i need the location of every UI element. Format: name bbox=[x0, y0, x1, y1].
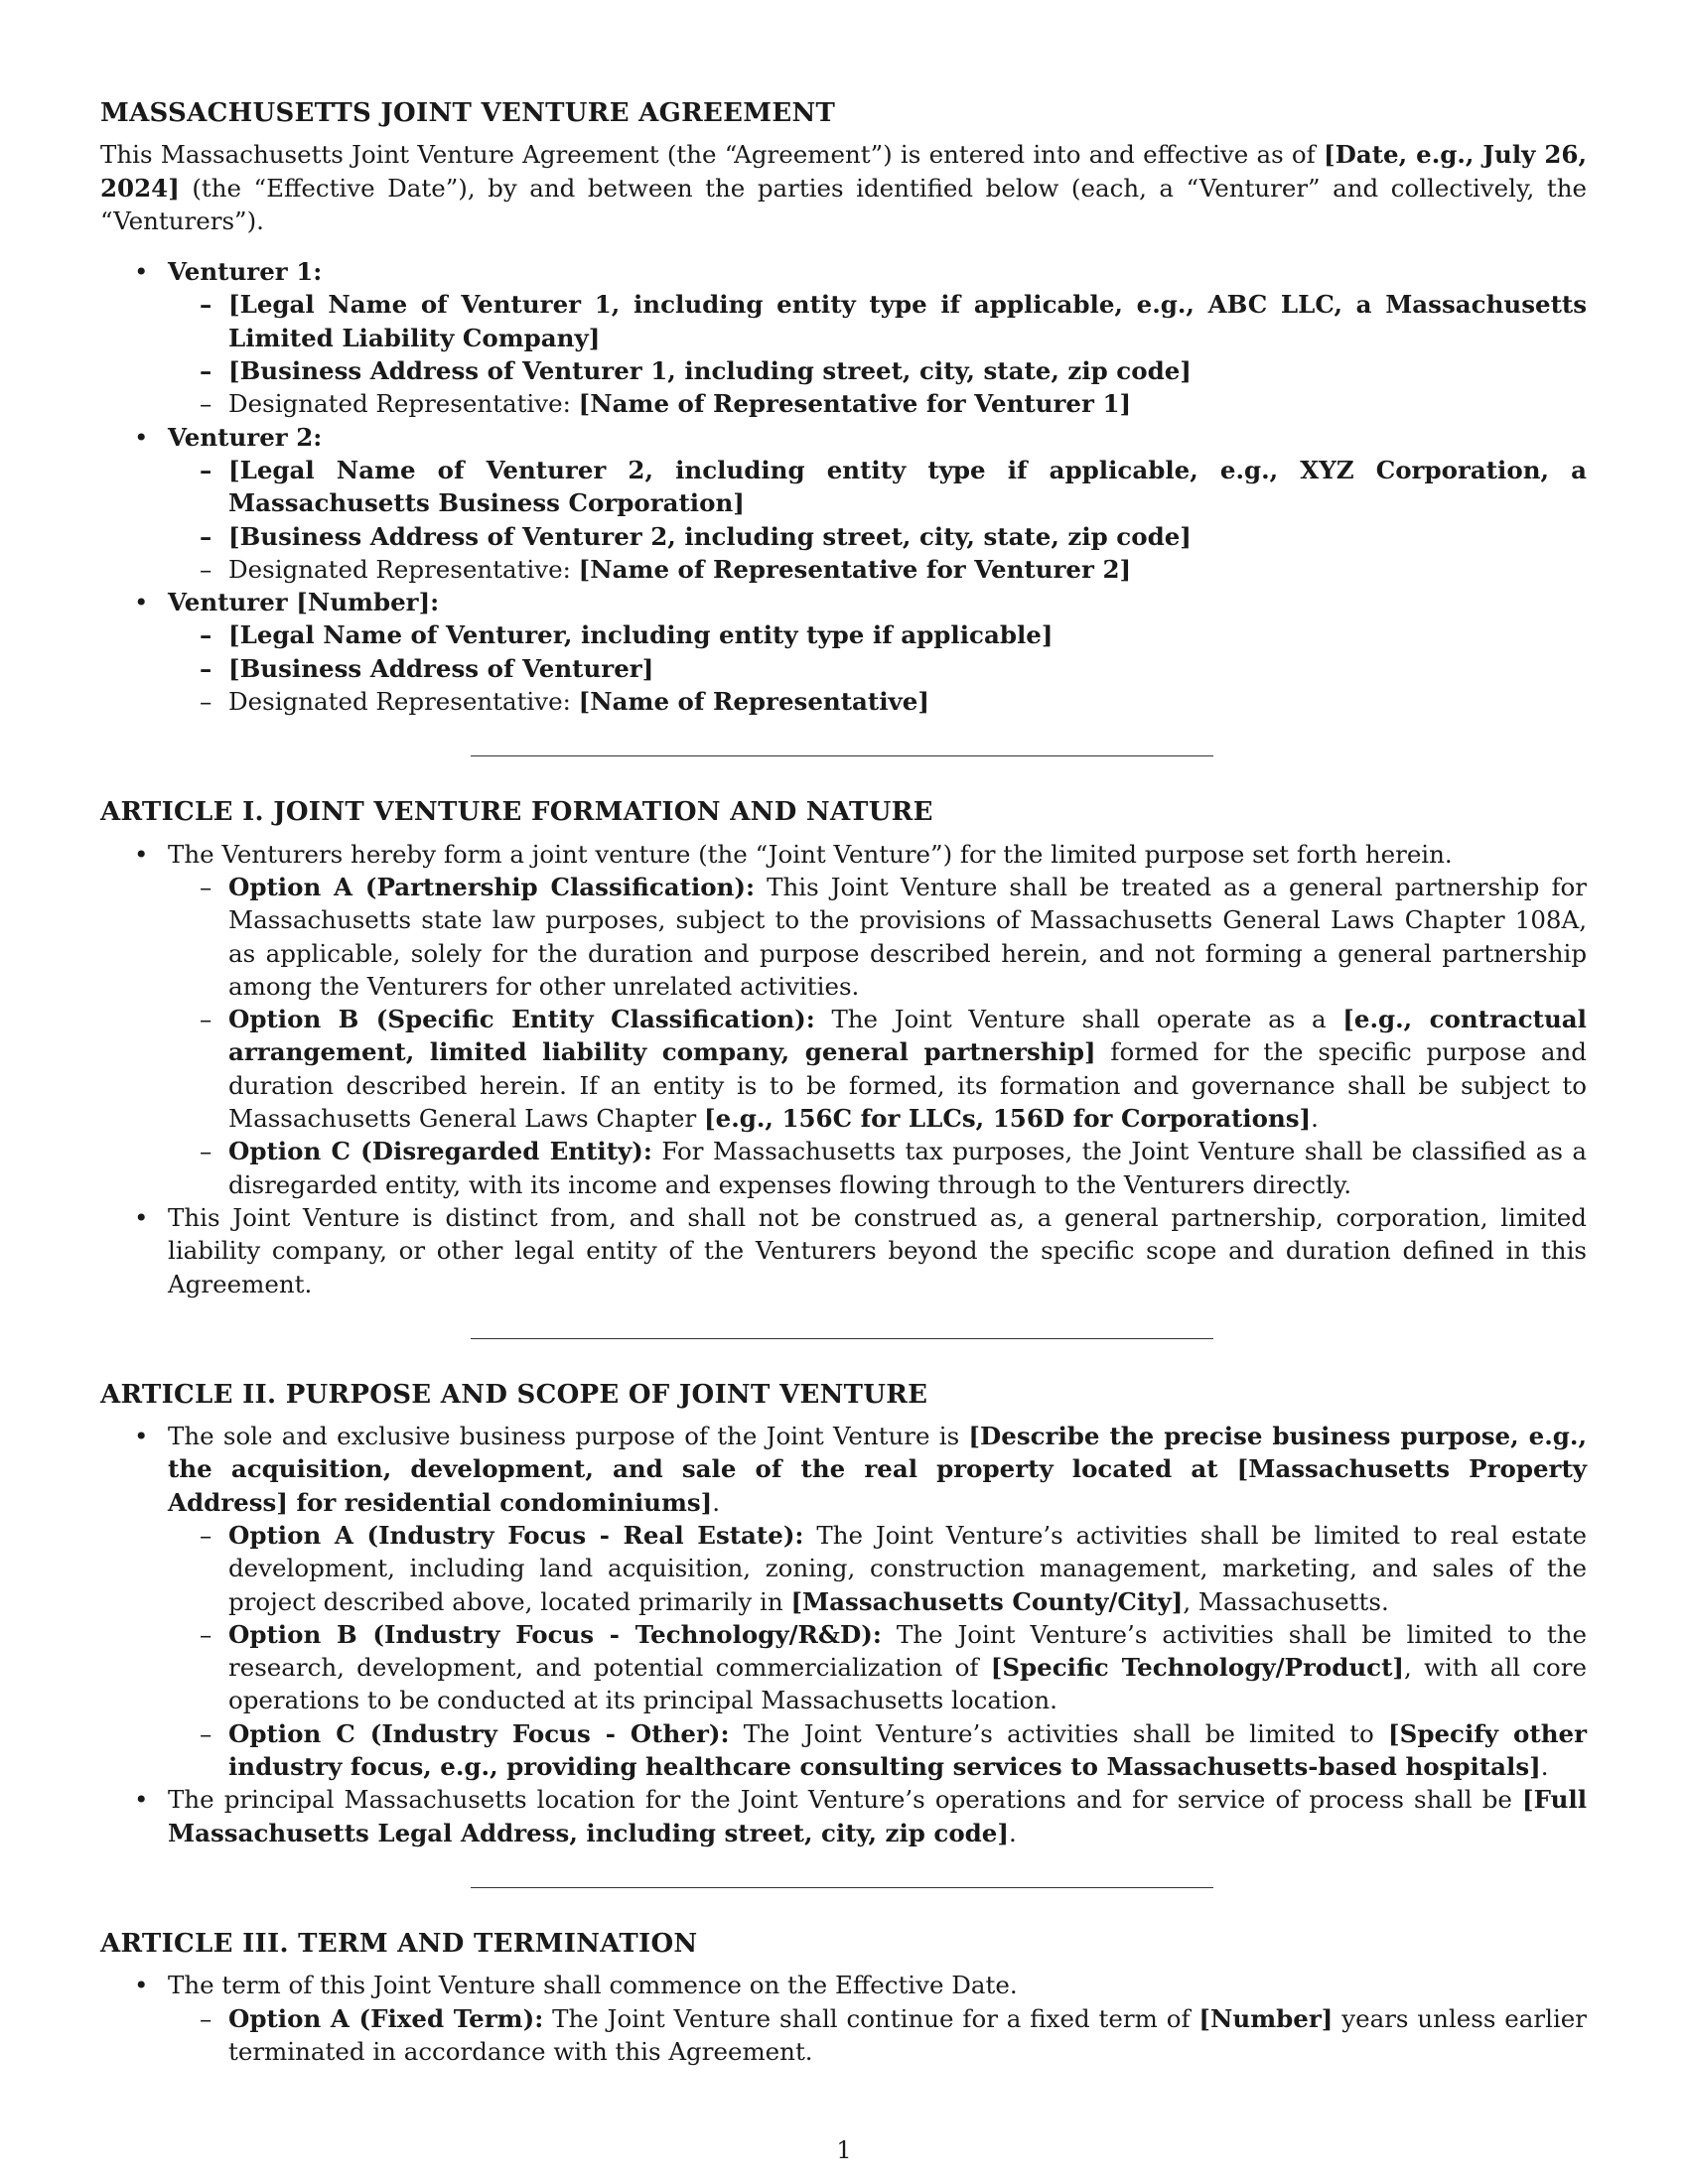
article-1-heading: ARTICLE I. JOINT VENTURE FORMATION AND NATURE bbox=[100, 797, 933, 828]
venturer-address: – [Business Address of Venturer 1, including street, city, state, zip code] bbox=[168, 354, 1587, 387]
article-3-heading: ARTICLE III. TERM AND TERMINATION bbox=[100, 1928, 698, 1959]
article-1-option-a: – Option A (Partnership Classification): This Joint Venture shall be treated as a general partnership for Massachusetts state law purposes, subject to the provisions of Massachusetts General Laws Chapter 108A, as applicable, solely for the duration and purpose described herein, and not forming a general partnership among the Venturers for other unrelated activities. bbox=[168, 871, 1587, 1003]
article-2-heading: ARTICLE II. PURPOSE AND SCOPE OF JOINT VENTURE bbox=[100, 1379, 928, 1410]
section-divider bbox=[471, 755, 1213, 756]
venturer-details bbox=[168, 454, 1587, 586]
article-2-bullet: • The sole and exclusive business purpose of the Joint Venture is [Describe the precise business purpose, e.g., the acquisition, development, and sale of the real property located at [Massachusetts Property Address] for residential condominiums]. – Option A (Industry Focus - Real Estate): The Joint Venture’s activities shall be limited to real estate development, including land acquisition, zoning, construction management, marketing, and sales of the project described above, located primarily in [Massachusetts County/City], Massachusetts. – Option B (Industry Focus - Technology/R&D): The Joint Venture’s activities shall be limited to the research, development, and potential commercialization of [Specific Technology/Product], with all core operations to be conducted at its principal Massachusetts location. – Option C (Industry Focus - Other): The Joint Venture’s activities shall be limited to [Specify other industry focus, e.g., providing healthcare consulting services to Massachusetts-based hospitals]. bbox=[100, 1420, 1587, 1783]
article-3-list bbox=[100, 1969, 1587, 2068]
venturer-item: • Venturer 1: – [Legal Name of Venturer 1, including entity type if applicable, e.g., ABC LLC, a Massachusetts Limited Liability Company] – [Business Address of Venturer 1, including street, city, state, zip code] – Designated Representative: [Name of Representative for Venturer 1] bbox=[100, 255, 1587, 420]
article-2-options bbox=[168, 1519, 1587, 1783]
article-1-list bbox=[100, 838, 1587, 1300]
article-1-bullet: • This Joint Venture is distinct from, and shall not be construed as, a general partnership, corporation, limited liability company, or other legal entity of the Venturers beyond the specific scope and duration defined in this Agreement. bbox=[100, 1201, 1587, 1300]
venturer-details bbox=[168, 618, 1587, 718]
article-1-option-c: – Option C (Disregarded Entity): For Massachusetts tax purposes, the Joint Venture shall be classified as a disregarded entity, with its income and expenses flowing through to the Venturers directly. bbox=[168, 1135, 1587, 1201]
article-3-bullet: • The term of this Joint Venture shall commence on the Effective Date. – Option A (Fixed Term): The Joint Venture shall continue for a fixed term of [Number] years unless earlier terminated in accordance with this Agreement. bbox=[100, 1969, 1587, 2068]
venturer-name: – [Legal Name of Venturer, including entity type if applicable] bbox=[168, 618, 1587, 651]
article-2-list bbox=[100, 1420, 1587, 1849]
article-1-options bbox=[168, 871, 1587, 1201]
article-2-option-b: – Option B (Industry Focus - Technology/R&D): The Joint Venture’s activities shall be limited to the research, development, and potential commercialization of [Specific Technology/Product], with all core operations to be conducted at its principal Massachusetts location. bbox=[168, 1618, 1587, 1717]
intro-paragraph: This Massachusetts Joint Venture Agreement (the “Agreement”) is entered into and effective as of [Date, e.g., July 26, 2024] (the “Effective Date”), by and between the parties identified below (each, a “Venturer” and collectively, the “Venturers”). bbox=[100, 140, 1587, 235]
venturer-address: – [Business Address of Venturer] bbox=[168, 652, 1587, 685]
article-2-option-a: – Option A (Industry Focus - Real Estate): The Joint Venture’s activities shall be limited to real estate development, including land acquisition, zoning, construction management, marketing, and sales of the project described above, located primarily in [Massachusetts County/City], Massachusetts. bbox=[168, 1519, 1587, 1618]
venturer-name: – [Legal Name of Venturer 2, including entity type if applicable, e.g., XYZ Corporation, a Massachusetts Business Corporation] bbox=[168, 454, 1587, 520]
venturer-representative: – Designated Representative: [Name of Representative for Venturer 2] bbox=[168, 553, 1587, 586]
article-2-bullet: • The principal Massachusetts location for the Joint Venture’s operations and for service of process shall be [Full Massachusetts Legal Address, including street, city, zip code]. bbox=[100, 1783, 1587, 1849]
venturer-item: • Venturer [Number]: – [Legal Name of Venturer, including entity type if applicable] – [Business Address of Venturer] – Designated Representative: [Name of Representative] bbox=[100, 586, 1587, 718]
section-divider bbox=[471, 1338, 1213, 1339]
section-divider bbox=[471, 1887, 1213, 1888]
article-2-option-c: – Option C (Industry Focus - Other): The Joint Venture’s activities shall be limited to [Specify other industry focus, e.g., providing healthcare consulting services to Massachusetts-based hospitals]. bbox=[168, 1717, 1587, 1784]
venturer-list bbox=[100, 255, 1587, 718]
venturer-representative: – Designated Representative: [Name of Representative for Venturer 1] bbox=[168, 387, 1587, 420]
venturer-item: • Venturer 2: – [Legal Name of Venturer 2, including entity type if applicable, e.g., XYZ Corporation, a Massachusetts Business Corporation] – [Business Address of Venturer 2, including street, city, state, zip code] – Designated Representative: [Name of Representative for Venturer 2] bbox=[100, 421, 1587, 586]
venturer-details bbox=[168, 288, 1587, 420]
article-1-bullet: • The Venturers hereby form a joint venture (the “Joint Venture”) for the limited purpose set forth herein. – Option A (Partnership Classification): This Joint Venture shall be treated as a general partnership for Massachusetts state law purposes, subject to the provisions of Massachusetts General Laws Chapter 108A, as applicable, solely for the duration and purpose described herein, and not forming a general partnership among the Venturers for other unrelated activities. – Option B (Specific Entity Classification): The Joint Venture shall operate as a [e.g., contractual arrangement, limited liability company, general partnership] formed for the specific purpose and duration described herein. If an entity is to be formed, its formation and governance shall be subject to Massachusetts General Laws Chapter [e.g., 156C for LLCs, 156D for Corporations]. – Option C (Disregarded Entity): For Massachusetts tax purposes, the Joint Venture shall be classified as a disregarded entity, with its income and expenses flowing through to the Venturers directly. bbox=[100, 838, 1587, 1201]
venturer-representative: – Designated Representative: [Name of Representative] bbox=[168, 685, 1587, 718]
venturer-name: – [Legal Name of Venturer 1, including entity type if applicable, e.g., ABC LLC, a Massachusetts Limited Liability Company] bbox=[168, 288, 1587, 354]
article-3-option-a: – Option A (Fixed Term): The Joint Venture shall continue for a fixed term of [Number] years unless earlier terminated in accordance with this Agreement. bbox=[168, 2002, 1587, 2069]
article-1-option-b: – Option B (Specific Entity Classification): The Joint Venture shall operate as a [e.g., contractual arrangement, limited liability company, general partnership] formed for the specific purpose and duration described herein. If an entity is to be formed, its formation and governance shall be subject to Massachusetts General Laws Chapter [e.g., 156C for LLCs, 156D for Corporations]. bbox=[168, 1003, 1587, 1135]
document-title: MASSACHUSETTS JOINT VENTURE AGREEMENT bbox=[100, 98, 836, 128]
article-3-options bbox=[168, 2002, 1587, 2069]
venturer-address: – [Business Address of Venturer 2, including street, city, state, zip code] bbox=[168, 520, 1587, 553]
page-number: 1 bbox=[836, 2136, 852, 2164]
document-body bbox=[100, 97, 1587, 2068]
